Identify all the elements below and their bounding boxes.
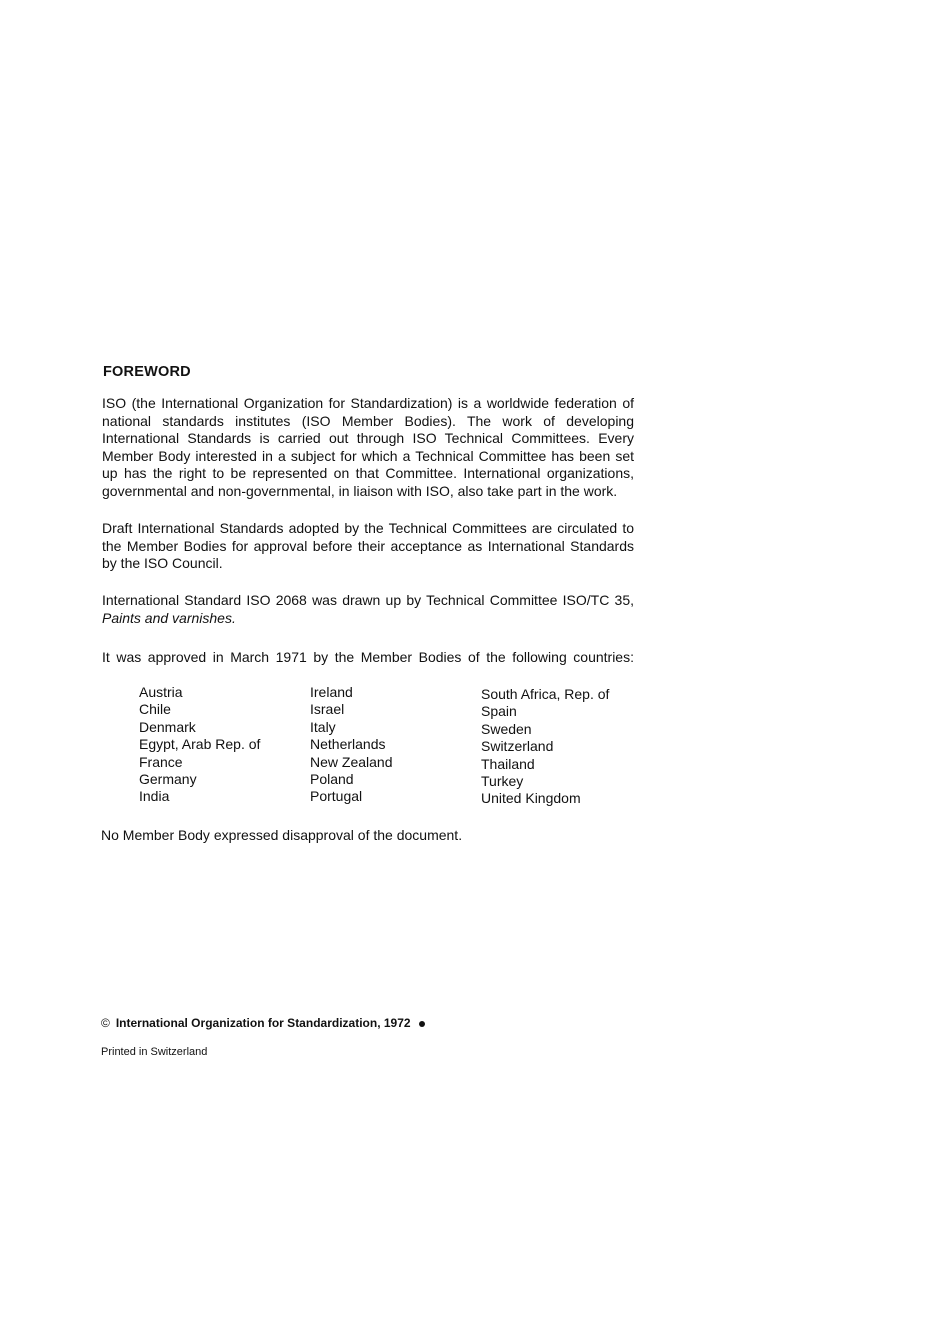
country-item: Germany xyxy=(139,771,197,788)
country-item: Austria xyxy=(139,684,183,700)
country-item: India xyxy=(139,788,170,805)
country-item: Switzerland xyxy=(481,738,554,755)
country-item: Spain xyxy=(481,703,517,720)
copyright-symbol: © xyxy=(101,1016,110,1030)
copyright-line xyxy=(101,1016,425,1030)
bullet-icon xyxy=(419,1021,425,1027)
paragraph-iso-intro: ISO (the International Organization for Standardization) is a worldwide federation of national standards institutes (ISO Member Bodies). The work of developing International Standards is carried out through ISO Technical Committees. Every Member Body interested in a subject for which a Technical Committee has been set up has the right to be represented on that Committee. International organizations, governmental and non-governmental, in liaison with ISO, also take part in the work. xyxy=(102,395,634,499)
paragraph-standard-origin xyxy=(102,592,634,627)
copyright-text: International Organization for Standardization, 1972 xyxy=(115,1016,411,1030)
country-column-1 xyxy=(139,684,260,806)
country-item: Denmark xyxy=(139,718,196,735)
paragraph-approval: It was approved in March 1971 by the Member Bodies of the following countries: xyxy=(102,649,634,665)
country-item: Portugal xyxy=(310,788,363,805)
country-item: Poland xyxy=(310,771,354,788)
country-item: New Zealand xyxy=(310,753,393,770)
foreword-heading: FOREWORD xyxy=(103,364,191,380)
country-item: South Africa, Rep. of xyxy=(481,686,610,702)
country-item: Israel xyxy=(310,701,345,718)
country-item: Sweden xyxy=(481,720,532,737)
printed-location: Printed in Switzerland xyxy=(101,1046,208,1058)
paragraph-no-disapproval: No Member Body expressed disapproval of the document. xyxy=(101,827,463,843)
country-item: Egypt, Arab Rep. of xyxy=(139,736,261,753)
country-item: Italy xyxy=(310,718,336,735)
country-item: Netherlands xyxy=(310,736,386,753)
country-column-3 xyxy=(481,686,609,808)
committee-title: Paints and varnishes. xyxy=(102,609,236,626)
standard-origin-text: International Standard ISO 2068 was drawn up by Technical Committee ISO/TC 35, xyxy=(102,592,634,608)
country-item: Thailand xyxy=(481,755,535,772)
country-item: France xyxy=(139,753,183,770)
paragraph-draft-standards: Draft International Standards adopted by the Technical Committees are circulated to the Member Bodies for approval before their acceptance as International Standards by the ISO Council. xyxy=(102,520,634,571)
country-item: Turkey xyxy=(481,773,524,790)
country-item: United Kingdom xyxy=(481,790,581,807)
country-column-2 xyxy=(310,684,393,806)
country-item: Ireland xyxy=(310,684,353,700)
country-item: Chile xyxy=(139,701,171,718)
